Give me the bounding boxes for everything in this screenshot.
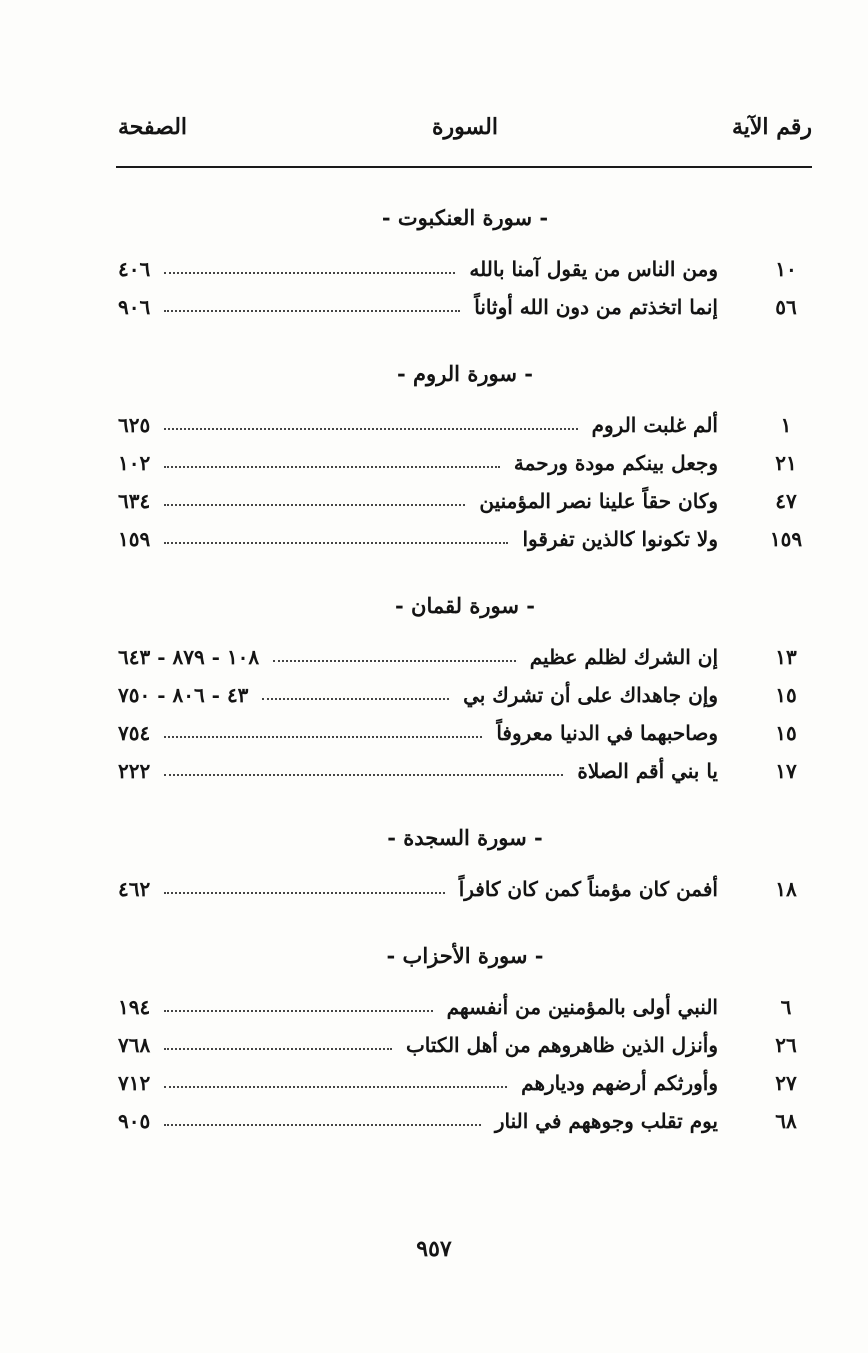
index-row <box>118 1026 812 1064</box>
index-row <box>118 482 812 520</box>
index-row <box>118 444 812 482</box>
ayah-text: وأورثكم أرضهم وديارهم <box>521 1071 718 1095</box>
surah-title: - سورة الروم - <box>397 361 533 386</box>
ayah-number: ٦ <box>780 995 792 1019</box>
index-row <box>118 676 812 714</box>
leader-dots <box>164 736 482 738</box>
ayah-text: ألم غلبت الروم <box>591 413 718 437</box>
leader-dots <box>164 504 465 506</box>
leader-dots <box>164 1048 392 1050</box>
surah-title: - سورة العنكبوت - <box>381 205 549 230</box>
ayah-text: أفمن كان مؤمناً كمن كان كافراً <box>458 877 718 901</box>
ayah-number: ١٧ <box>775 759 797 783</box>
page-reference: ٤٦٢ <box>118 877 151 901</box>
ayah-text: ومن الناس من يقول آمنا بالله <box>469 257 718 281</box>
leader-dots <box>164 466 500 468</box>
leader-dots <box>164 1086 507 1088</box>
index-row <box>118 406 812 444</box>
ayah-text: يا بني أقم الصلاة <box>577 759 718 783</box>
table-header <box>118 108 812 156</box>
leader-dots <box>273 660 516 662</box>
page-reference: ١٥٩ <box>118 527 151 551</box>
page-reference: ٦٢٥ <box>118 413 151 437</box>
page-reference: ٢٢٢ <box>118 759 151 783</box>
leader-dots <box>164 1124 481 1126</box>
page-reference: ٧١٢ <box>118 1071 151 1095</box>
ayah-number: ١٥ <box>775 721 797 745</box>
leader-dots <box>164 774 563 776</box>
index-row <box>118 288 812 326</box>
leader-dots <box>164 428 578 430</box>
ayah-text: وإن جاهداك على أن تشرك بي <box>463 683 718 707</box>
ayah-number: ٢٦ <box>775 1033 797 1057</box>
page-number: ٩٥٧ <box>416 1236 452 1262</box>
ayah-number: ٢١ <box>775 451 797 475</box>
ayah-text: يوم تقلب وجوههم في النار <box>494 1109 718 1133</box>
surah-title: - سورة الأحزاب - <box>386 943 544 968</box>
ayah-text: وصاحبهما في الدنيا معروفاً <box>496 721 718 745</box>
ayah-text: إن الشرك لظلم عظيم <box>529 645 718 669</box>
page-reference: ٦٣٤ <box>118 489 151 513</box>
ayah-text: إنما اتخذتم من دون الله أوثاناً <box>474 295 718 319</box>
ayah-text: النبي أولى بالمؤمنين من أنفسهم <box>446 995 718 1019</box>
index-row <box>118 714 812 752</box>
index-entries <box>118 188 812 1140</box>
page-reference: ٩٠٥ <box>118 1109 151 1133</box>
page-reference: ٤٠٦ <box>118 257 151 281</box>
index-row <box>118 988 812 1026</box>
leader-dots <box>164 310 460 312</box>
header-page: الصفحة <box>118 114 188 140</box>
page-reference: ٩٠٦ <box>118 295 151 319</box>
page-reference: ٧٦٨ <box>118 1033 151 1057</box>
ayah-number: ٥٦ <box>775 295 797 319</box>
surah-title: - سورة السجدة - <box>387 825 543 850</box>
ayah-number: ٢٧ <box>775 1071 797 1095</box>
ayah-number: ١٥ <box>775 683 797 707</box>
ayah-number: ١٥٩ <box>769 527 803 551</box>
page-reference: ١٩٤ <box>118 995 151 1019</box>
ayah-number: ١٠ <box>775 257 797 281</box>
index-row <box>118 752 812 790</box>
ayah-number: ١٨ <box>775 877 797 901</box>
index-row <box>118 1102 812 1140</box>
page-reference: ١٠٨ - ٨٧٩ - ٦٤٣ <box>118 645 260 669</box>
ayah-text: وكان حقاً علينا نصر المؤمنين <box>479 489 718 513</box>
header-rule <box>116 166 812 168</box>
index-row <box>118 520 812 558</box>
ayah-number: ٤٧ <box>775 489 797 513</box>
ayah-number: ١٣ <box>775 645 797 669</box>
leader-dots <box>164 1010 433 1012</box>
surah-title: - سورة لقمان - <box>395 593 535 618</box>
ayah-text: وأنزل الذين ظاهروهم من أهل الكتاب <box>405 1033 718 1057</box>
ayah-text: ولا تكونوا كالذين تفرقوا <box>522 527 718 551</box>
ayah-number: ٦٨ <box>775 1109 797 1133</box>
page-reference: ٤٣ - ٨٠٦ - ٧٥٠ <box>118 683 249 707</box>
leader-dots <box>164 272 455 274</box>
leader-dots <box>164 892 445 894</box>
page-reference: ٧٥٤ <box>118 721 151 745</box>
index-row <box>118 638 812 676</box>
index-row <box>118 250 812 288</box>
index-row <box>118 1064 812 1102</box>
header-surah: السورة <box>432 114 498 140</box>
index-row <box>118 870 812 908</box>
leader-dots <box>262 698 449 700</box>
page-reference: ١٠٢ <box>118 451 151 475</box>
ayah-text: وجعل بينكم مودة ورحمة <box>513 451 718 475</box>
header-ayah-number: رقم الآية <box>731 114 812 140</box>
leader-dots <box>164 542 508 544</box>
ayah-number: ١ <box>780 413 792 437</box>
